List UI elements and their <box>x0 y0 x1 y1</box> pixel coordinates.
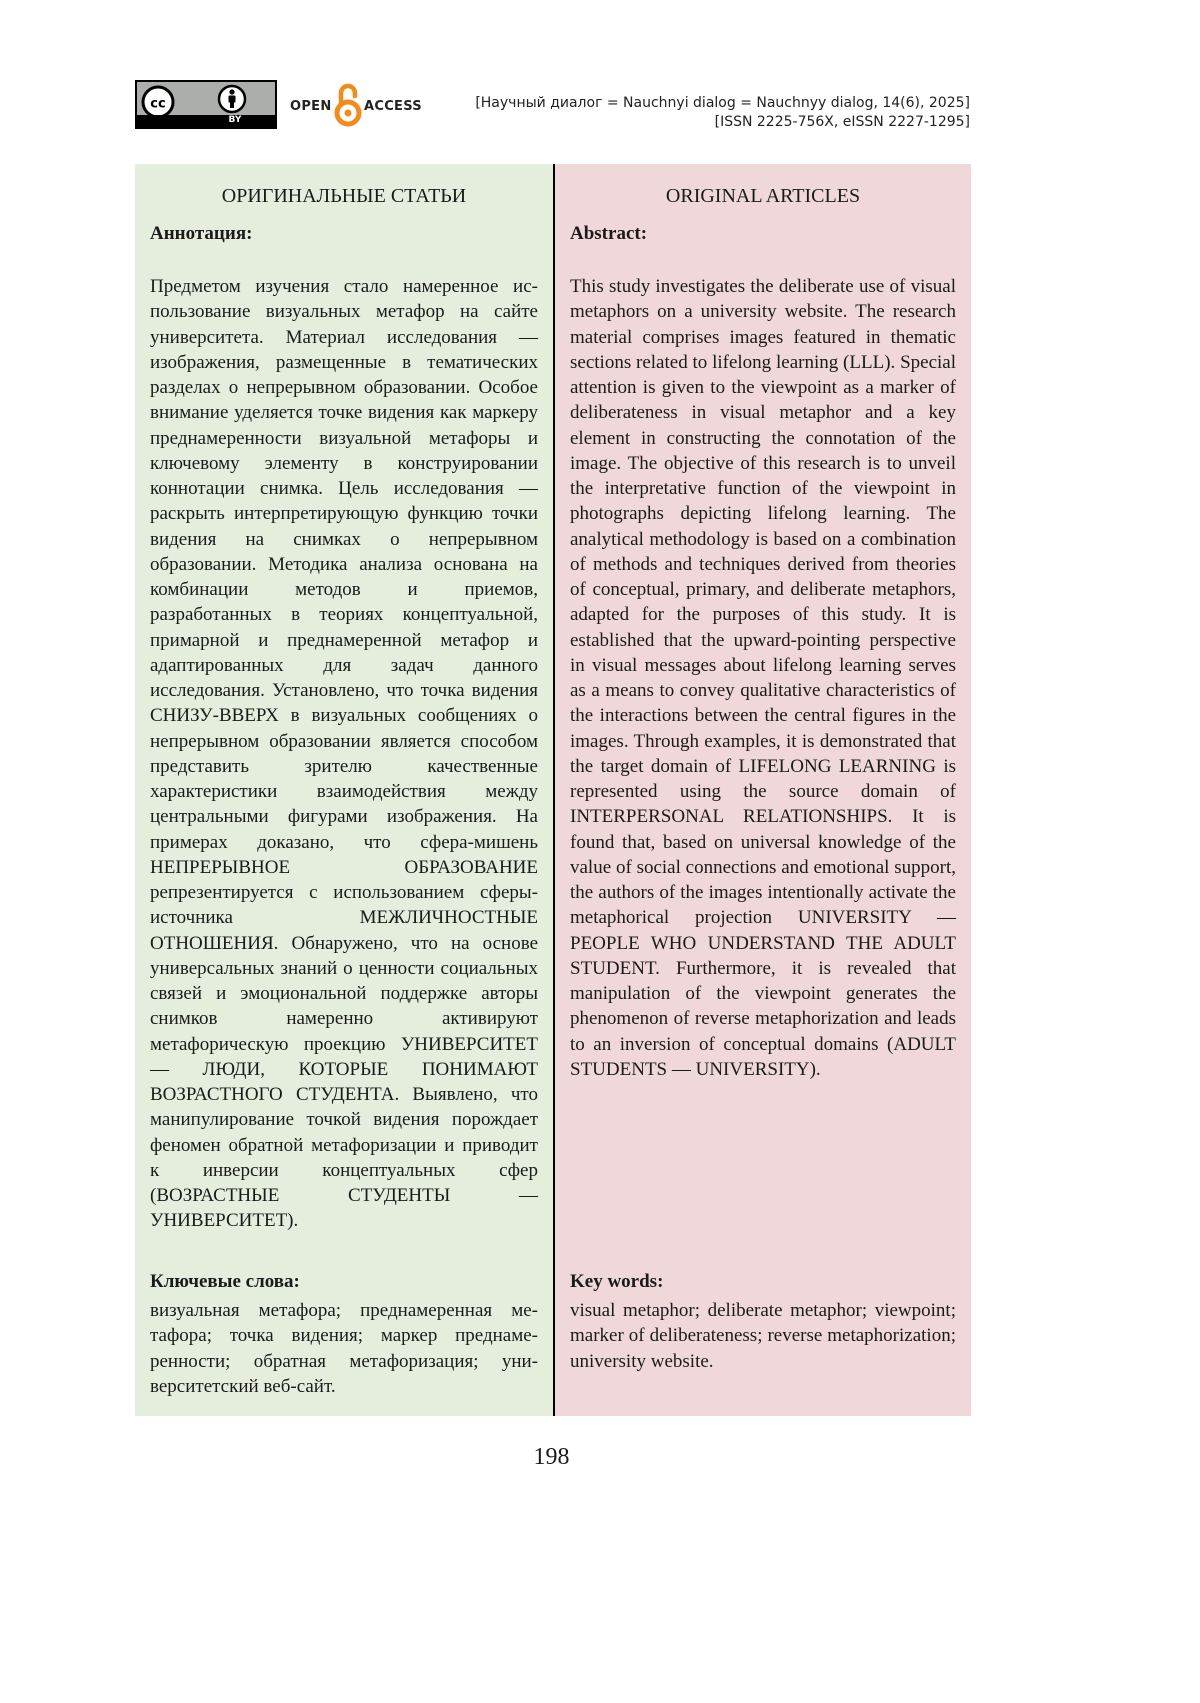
abstract-text-ru: Предметом изучения стало намеренное использование визуальных метафор на сайте университета. Материал исследования — изображения, размещенные в тематических разделах о непрерывном образовании. Особое внимание уделяется точке видения как маркеру преднамеренности визуальной метафоры и ключевому элементу в конструировании коннотации снимка. Цель исследования — раскрыть интерпретирующую функцию точки видения на снимках о непрерывном образовании. Методика анализа основана на комбинации методов и приемов, разработанных в теориях концептуальной, примарной и преднамеренной метафор и адаптированных для задач данного исследования. Установлено, что точка видения СНИЗУ-ВВЕРХ в визуальных сообщениях о непрерывном образовании является способом представить зрителю качественные характеристики взаимодействия между центральными фигурами изображения. На примерах доказано, что сфера-мишень НЕПРЕРЫВНОЕ ОБРАЗОВАНИЕ репрезентируется с использованием сферы-источника МЕЖЛИЧНОСТНЫЕ ОТНОШЕНИЯ. Обнаружено, что на основе универсальных знаний о ценности социальных связей и эмоциональной поддержке авторы снимков намеренно активируют метафорическую проекцию УНИВЕРСИТЕТ — ЛЮДИ, КОТОРЫЕ ПОНИМАЮТ ВОЗРАСТНОГО СТУДЕНТА. Выявлено, что манипулирование точкой видения порождает феномен обратной метафоризации и приводит к инверсии концептуальных сфер (ВОЗРАСТНЫЕ СТУДЕНТЫ — УНИВЕРСИТЕТ). <box>150 276 538 1232</box>
keywords-label-ru: Ключевые слова: <box>150 1271 300 1292</box>
attribution-person-icon <box>217 84 247 114</box>
creative-commons-icon <box>141 85 175 119</box>
abstract-label-en: Abstract: <box>570 223 648 244</box>
open-access-lock-icon <box>333 82 363 128</box>
russian-column <box>135 164 553 1416</box>
journal-citation <box>475 94 970 132</box>
license-badge-label: BY <box>228 115 242 125</box>
english-column <box>553 164 971 1416</box>
keywords-label-en: Key words: <box>570 1271 664 1292</box>
issn-line: [ISSN 2225-756X, eISSN 2227-1295] <box>714 114 970 130</box>
abstract-label-ru: Аннотация: <box>150 223 253 244</box>
section-title-en: ORIGINAL ARTICLES <box>665 185 861 207</box>
abstract-text-en: This study investigates the deliberate use of visual metaphors on a university website. The research material comprises images featured in thematic sections related to lifelong learning (LLL). Special attention is given to the viewpoint as a marker of deliberateness in visual metaphor and a key element in constructing the connotation of the image. The objective of this research is to unveil the interpretative function of the viewpoint in photographs depicting lifelong learning. The analytical methodology is based on a combination of methods and techniques derived from theories of conceptual, primary, and deliberate metaphors, adapted for the purposes of this study. It is established that the upward-pointing perspective in visual messages about lifelong learning serves as a means to convey qualitative characteristics of the interactions between the central figures in the images. Through examples, it is demonstrated that the target domain of LIFELONG LEARNING is represented using the source domain of INTERPERSONAL RELATIONSHIPS. It is found that, based on universal knowledge of the value of social connections and emotional support, the authors of the images intentionally activate the metaphorical projection UNIVERSITY — PEOPLE WHO UNDERSTAND THE ADULT STUDENT. Furthermore, it is revealed that manipulation of the viewpoint generates the phenomenon of reverse metaphorization and leads to an inversion of conceptual domains (ADULT STUDENTS — UNIVERSITY). <box>570 276 956 1080</box>
svg-text:cc: cc <box>150 96 166 112</box>
journal-line: [Научный диалог = Nauchnyi dialog = Nauchnyy dialog, 14(6), 2025] <box>475 95 970 111</box>
open-access-logo <box>290 82 430 128</box>
section-title-ru: ОРИГИНАЛЬНЫЕ СТАТЬИ <box>221 185 467 207</box>
open-access-left-text: OPEN <box>290 99 332 114</box>
keywords-text-en: visual metaphor; deliberate metaphor; viewpoint; marker of deliberateness; reverse metaphorization; university website. <box>570 1300 956 1372</box>
page-number: 198 <box>533 1444 570 1470</box>
open-access-right-text: ACCESS <box>364 99 422 114</box>
cc-by-license-badge <box>135 80 277 129</box>
keywords-text-ru: визуальная метафора; преднамеренная метафора; точка видения; маркер преднамеренности; обратная метафоризация; университетский веб-сайт. <box>150 1300 538 1397</box>
